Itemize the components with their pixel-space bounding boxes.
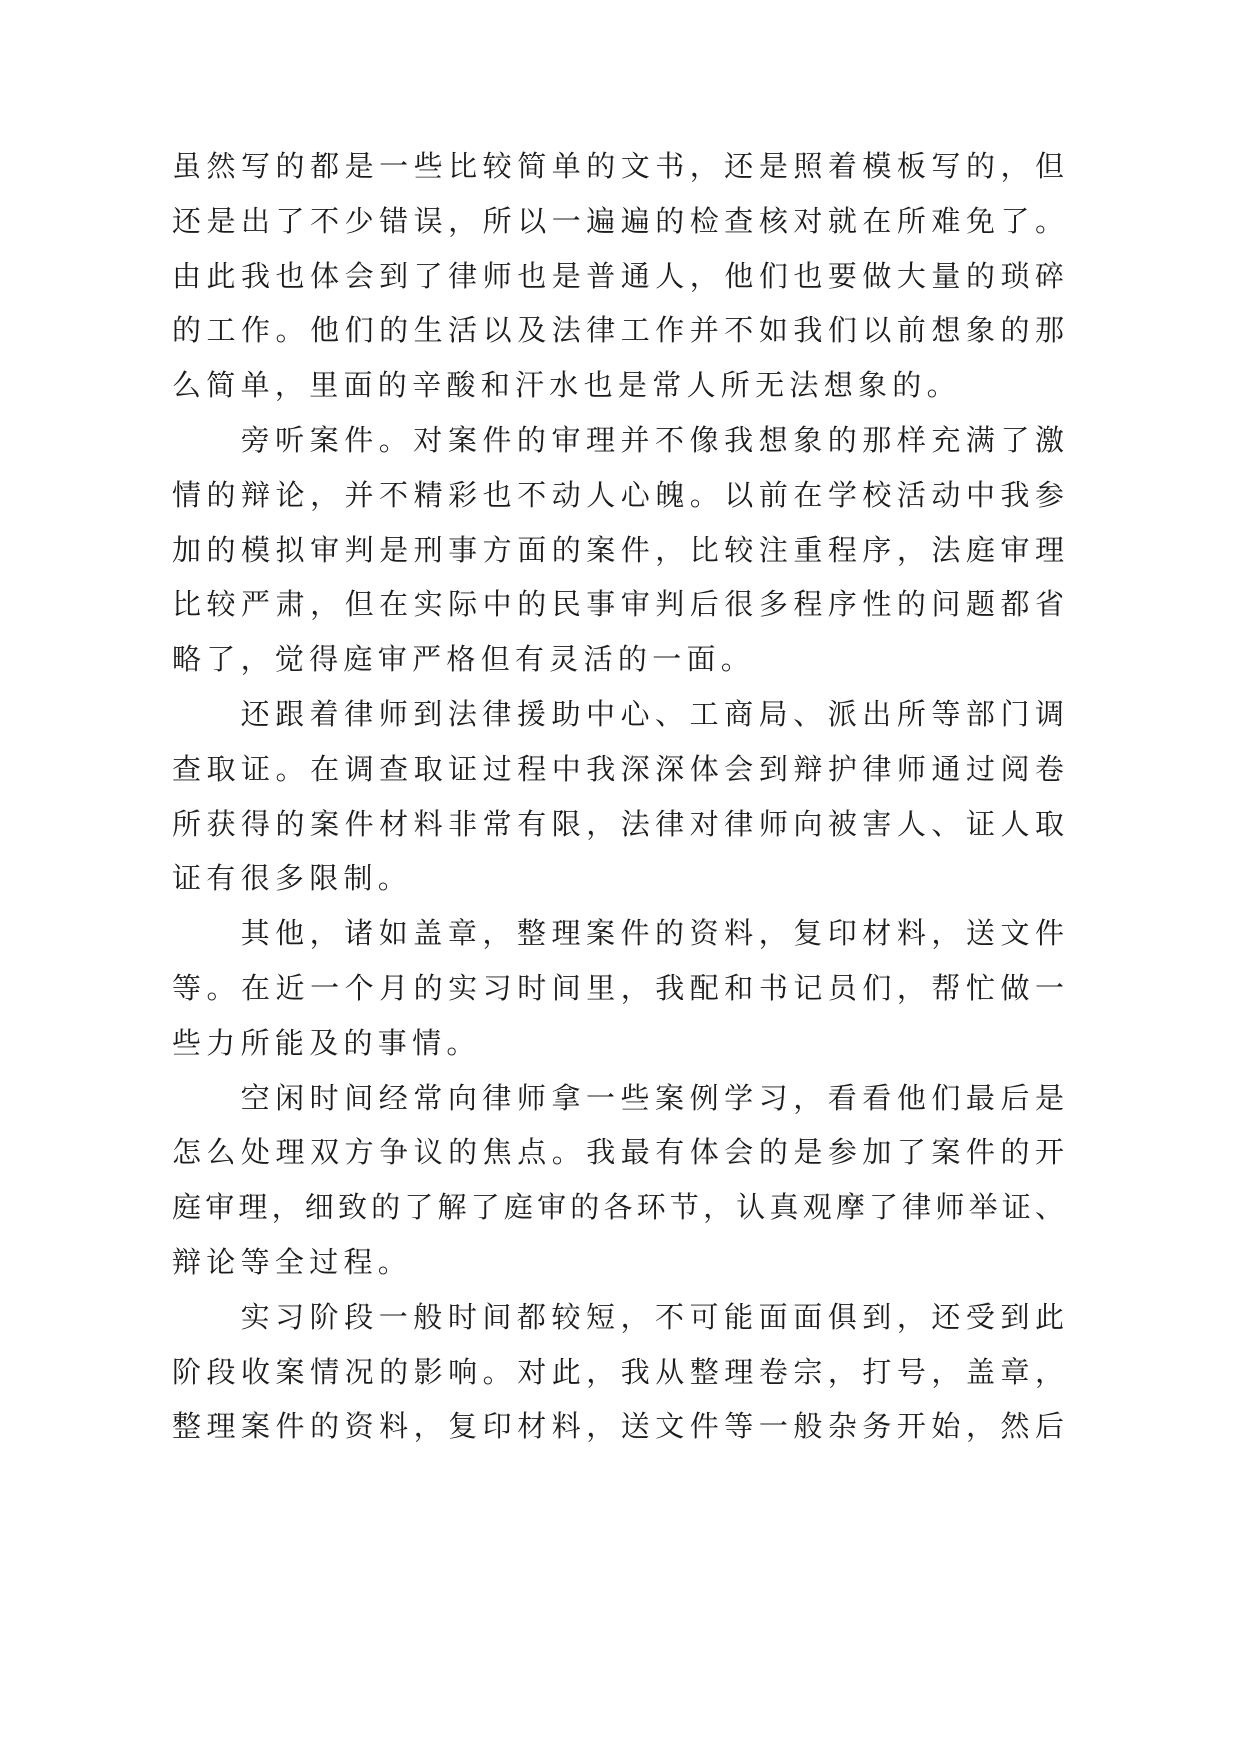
text-line: 么简单，里面的辛酸和汗水也是常人所无法想象的。 [172, 368, 961, 403]
text-line: 情的辩论，并不精彩也不动人心魄。以前在学校活动中我参 [172, 477, 1064, 512]
text-line: 查取证。在调查取证过程中我深深体会到辩护律师通过阅卷 [172, 751, 1064, 786]
text-line: 所获得的案件材料非常有限，法律对律师向被害人、证人取 [172, 806, 1064, 841]
text-line: 旁听案件。对案件的审理并不像我想象的那样充满了激 [240, 422, 1064, 457]
paragraph-1 [172, 139, 1064, 413]
text-line: 还是出了不少错误，所以一遍遍的检查核对就在所难免了。 [172, 203, 1064, 238]
text-line: 证有很多限制。 [172, 861, 413, 896]
text-line: 略了，觉得庭审严格但有灵活的一面。 [172, 642, 756, 677]
paragraph-4 [172, 906, 1064, 1070]
text-line: 整理案件的资料，复印材料，送文件等一般杂务开始，然后 [172, 1409, 1064, 1444]
text-line: 比较严肃，但在实际中的民事审判后很多程序性的问题都省 [172, 587, 1064, 622]
paragraph-3 [172, 687, 1064, 906]
paragraph-2 [172, 413, 1064, 687]
text-line: 加的模拟审判是刑事方面的案件，比较注重程序，法庭审理 [172, 532, 1064, 567]
text-line: 些力所能及的事情。 [172, 1025, 481, 1060]
text-line: 等。在近一个月的实习时间里，我配和书记员们，帮忙做一 [172, 970, 1064, 1005]
text-line: 由此我也体会到了律师也是普通人，他们也要做大量的琐碎 [172, 258, 1064, 293]
text-line: 实习阶段一般时间都较短，不可能面面俱到，还受到此 [240, 1299, 1064, 1334]
text-line: 庭审理，细致的了解了庭审的各环节，认真观摩了律师举证、 [172, 1190, 1064, 1225]
text-line: 其他，诸如盖章，整理案件的资料，复印材料，送文件 [240, 916, 1064, 951]
text-line: 虽然写的都是一些比较简单的文书，还是照着模板写的，但 [172, 149, 1064, 183]
paragraph-6 [172, 1290, 1064, 1454]
text-line: 还跟着律师到法律援助中心、工商局、派出所等部门调 [240, 696, 1064, 731]
text-line: 怎么处理双方争议的焦点。我最有体会的是参加了案件的开 [172, 1135, 1064, 1170]
text-line: 阶段收案情况的影响。对此，我从整理卷宗，打号，盖章， [172, 1354, 1064, 1389]
text-line: 空闲时间经常向律师拿一些案例学习，看看他们最后是 [240, 1080, 1064, 1115]
document-body [172, 139, 1064, 1454]
text-line: 的工作。他们的生活以及法律工作并不如我们以前想象的那 [172, 313, 1064, 348]
paragraph-5 [172, 1071, 1064, 1290]
text-line: 辩论等全过程。 [172, 1244, 413, 1279]
